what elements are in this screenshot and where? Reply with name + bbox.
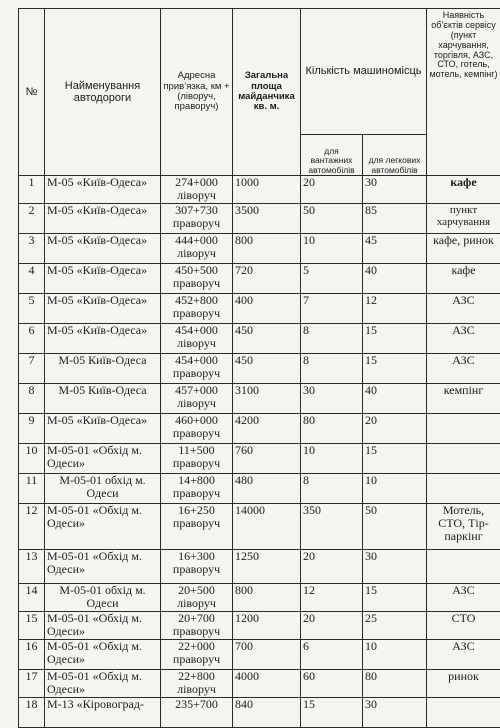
cell-service: АЗС bbox=[427, 640, 500, 670]
cell-address: 11+500 праворуч bbox=[161, 444, 233, 474]
cell-number: 1 bbox=[19, 176, 45, 204]
cell-service: пункт харчування bbox=[427, 204, 500, 234]
cell-cars: 30 bbox=[363, 698, 427, 728]
cell-number: 8 bbox=[19, 384, 45, 414]
cell-number: 6 bbox=[19, 324, 45, 354]
cell-cars: 15 bbox=[363, 324, 427, 354]
parking-areas-table bbox=[18, 8, 500, 728]
cell-service bbox=[427, 550, 500, 584]
cell-cars: 25 bbox=[363, 612, 427, 640]
cell-address: 16+300 праворуч bbox=[161, 550, 233, 584]
cell-road: М-05-01 «Обхід м. Одеси» bbox=[45, 504, 161, 550]
cell-number: 18 bbox=[19, 698, 45, 728]
cell-cars: 10 bbox=[363, 640, 427, 670]
cell-road: М-05 Київ-Одеса bbox=[45, 384, 161, 414]
cell-road: М-05-01 «Обхід м. Одеси» bbox=[45, 444, 161, 474]
cell-area: 480 bbox=[233, 474, 301, 504]
cell-road: М-05 «Київ-Одеса» bbox=[45, 204, 161, 234]
cell-service: СТО bbox=[427, 612, 500, 640]
cell-service: АЗС bbox=[427, 294, 500, 324]
cell-number: 5 bbox=[19, 294, 45, 324]
cell-cars: 15 bbox=[363, 354, 427, 384]
cell-area: 1200 bbox=[233, 612, 301, 640]
cell-area: 1250 bbox=[233, 550, 301, 584]
cell-trucks: 60 bbox=[301, 670, 363, 698]
cell-service bbox=[427, 414, 500, 444]
col-spaces-header: Кількість машиномісць bbox=[301, 9, 427, 135]
cell-cars: 15 bbox=[363, 444, 427, 474]
cell-road: М-05-01 обхід м. Одеси bbox=[45, 474, 161, 504]
cell-trucks: 20 bbox=[301, 550, 363, 584]
cell-address: 14+800 праворуч bbox=[161, 474, 233, 504]
cell-cars: 85 bbox=[363, 204, 427, 234]
col-number-header: № bbox=[19, 9, 45, 176]
cell-trucks: 350 bbox=[301, 504, 363, 550]
cell-trucks: 80 bbox=[301, 414, 363, 444]
cell-road: М-05 «Київ-Одеса» bbox=[45, 324, 161, 354]
col-road-name-header: Найменування автодороги bbox=[45, 9, 161, 176]
cell-area: 760 bbox=[233, 444, 301, 474]
table-row bbox=[19, 612, 500, 640]
cell-number: 16 bbox=[19, 640, 45, 670]
cell-area: 840 bbox=[233, 698, 301, 728]
cell-service: АЗС bbox=[427, 354, 500, 384]
cell-cars: 40 bbox=[363, 264, 427, 294]
cell-trucks: 6 bbox=[301, 640, 363, 670]
cell-service: АЗС bbox=[427, 584, 500, 612]
cell-address: 454+000 праворуч bbox=[161, 354, 233, 384]
cell-number: 10 bbox=[19, 444, 45, 474]
col-services-header: Наявність об’єктів сервісу (пункт харчування, торгівля, АЗС, СТО, готель, мотель, кемпінг) bbox=[427, 9, 500, 176]
cell-number: 4 bbox=[19, 264, 45, 294]
cell-trucks: 8 bbox=[301, 354, 363, 384]
cell-road: М-13 «Кіровоград- bbox=[45, 698, 161, 728]
table-row bbox=[19, 474, 500, 504]
cell-trucks: 30 bbox=[301, 384, 363, 414]
table-row bbox=[19, 584, 500, 612]
cell-cars: 80 bbox=[363, 670, 427, 698]
cell-address: 454+000 ліворуч bbox=[161, 324, 233, 354]
cell-cars: 30 bbox=[363, 176, 427, 204]
cell-cars: 30 bbox=[363, 550, 427, 584]
cell-area: 450 bbox=[233, 354, 301, 384]
cell-area: 4200 bbox=[233, 414, 301, 444]
cell-address: 20+500 ліворуч bbox=[161, 584, 233, 612]
cell-area: 14000 bbox=[233, 504, 301, 550]
cell-address: 16+250 праворуч bbox=[161, 504, 233, 550]
cell-road: М-05-01 обхід м. Одеси bbox=[45, 584, 161, 612]
cell-number: 13 bbox=[19, 550, 45, 584]
cell-address: 450+500 праворуч bbox=[161, 264, 233, 294]
col-trucks-header: для вантажних автомобілів bbox=[301, 135, 363, 176]
cell-road: М-05-01 «Обхід м. Одеси» bbox=[45, 670, 161, 698]
cell-number: 14 bbox=[19, 584, 45, 612]
table-row bbox=[19, 640, 500, 670]
cell-trucks: 50 bbox=[301, 204, 363, 234]
table-row bbox=[19, 698, 500, 728]
cell-service: АЗС bbox=[427, 324, 500, 354]
cell-number: 11 bbox=[19, 474, 45, 504]
table-row bbox=[19, 504, 500, 550]
cell-address: 22+000 праворуч bbox=[161, 640, 233, 670]
cell-area: 1000 bbox=[233, 176, 301, 204]
cell-road: М-05-01 «Обхід м. Одеси» bbox=[45, 612, 161, 640]
cell-road: М-05-01 «Обхід м. Одеси» bbox=[45, 640, 161, 670]
cell-road: М-05 Київ-Одеса bbox=[45, 354, 161, 384]
cell-number: 3 bbox=[19, 234, 45, 264]
table-row bbox=[19, 204, 500, 234]
cell-road: М-05 «Київ-Одеса» bbox=[45, 264, 161, 294]
cell-trucks: 10 bbox=[301, 234, 363, 264]
cell-trucks: 10 bbox=[301, 444, 363, 474]
cell-road: М-05-01 «Обхід м. Одеси» bbox=[45, 550, 161, 584]
cell-cars: 50 bbox=[363, 504, 427, 550]
cell-area: 800 bbox=[233, 234, 301, 264]
table-row bbox=[19, 384, 500, 414]
cell-address: 444+000 ліворуч bbox=[161, 234, 233, 264]
cell-address: 20+700 праворуч bbox=[161, 612, 233, 640]
cell-service: Мотель, СТО, Тір-паркінг bbox=[427, 504, 500, 550]
cell-area: 4000 bbox=[233, 670, 301, 698]
cell-cars: 12 bbox=[363, 294, 427, 324]
cell-number: 2 bbox=[19, 204, 45, 234]
cell-area: 3100 bbox=[233, 384, 301, 414]
cell-trucks: 8 bbox=[301, 474, 363, 504]
cell-service: кафе, ринок bbox=[427, 234, 500, 264]
cell-service bbox=[427, 698, 500, 728]
cell-number: 12 bbox=[19, 504, 45, 550]
cell-trucks: 15 bbox=[301, 698, 363, 728]
cell-area: 800 bbox=[233, 584, 301, 612]
cell-address: 307+730 праворуч bbox=[161, 204, 233, 234]
table-row bbox=[19, 264, 500, 294]
col-area-header: Загальна площа майданчика кв. м. bbox=[233, 9, 301, 176]
cell-address: 460+000 праворуч bbox=[161, 414, 233, 444]
cell-area: 700 bbox=[233, 640, 301, 670]
cell-address: 274+000 ліворуч bbox=[161, 176, 233, 204]
table-row bbox=[19, 234, 500, 264]
cell-address: 235+700 bbox=[161, 698, 233, 728]
cell-address: 22+800 ліворуч bbox=[161, 670, 233, 698]
cell-cars: 20 bbox=[363, 414, 427, 444]
cell-trucks: 5 bbox=[301, 264, 363, 294]
cell-cars: 45 bbox=[363, 234, 427, 264]
cell-number: 7 bbox=[19, 354, 45, 384]
cell-service: ринок bbox=[427, 670, 500, 698]
cell-road: М-05 «Київ-Одеса» bbox=[45, 294, 161, 324]
table-row bbox=[19, 176, 500, 204]
cell-area: 400 bbox=[233, 294, 301, 324]
cell-cars: 10 bbox=[363, 474, 427, 504]
col-address-header: Адресна прив’язка, км + (ліворуч, праворуч) bbox=[161, 9, 233, 176]
cell-cars: 15 bbox=[363, 584, 427, 612]
col-cars-header: для легкових автомобілів bbox=[363, 135, 427, 176]
cell-number: 9 bbox=[19, 414, 45, 444]
cell-service: кафе bbox=[427, 176, 500, 204]
cell-trucks: 20 bbox=[301, 176, 363, 204]
table-row bbox=[19, 294, 500, 324]
cell-trucks: 20 bbox=[301, 612, 363, 640]
table-row bbox=[19, 414, 500, 444]
cell-number: 15 bbox=[19, 612, 45, 640]
table-row bbox=[19, 324, 500, 354]
cell-area: 3500 bbox=[233, 204, 301, 234]
table-row bbox=[19, 550, 500, 584]
table-row bbox=[19, 444, 500, 474]
cell-area: 720 bbox=[233, 264, 301, 294]
cell-service bbox=[427, 444, 500, 474]
cell-service bbox=[427, 474, 500, 504]
cell-road: М-05 «Київ-Одеса» bbox=[45, 176, 161, 204]
cell-road: М-05 «Київ-Одеса» bbox=[45, 414, 161, 444]
cell-area: 450 bbox=[233, 324, 301, 354]
cell-number: 17 bbox=[19, 670, 45, 698]
cell-service: кемпінг bbox=[427, 384, 500, 414]
cell-address: 452+800 праворуч bbox=[161, 294, 233, 324]
cell-cars: 40 bbox=[363, 384, 427, 414]
cell-road: М-05 «Київ-Одеса» bbox=[45, 234, 161, 264]
table-row bbox=[19, 354, 500, 384]
cell-trucks: 8 bbox=[301, 324, 363, 354]
cell-address: 457+000 ліворуч bbox=[161, 384, 233, 414]
cell-trucks: 7 bbox=[301, 294, 363, 324]
table-row bbox=[19, 670, 500, 698]
cell-trucks: 12 bbox=[301, 584, 363, 612]
cell-service: кафе bbox=[427, 264, 500, 294]
